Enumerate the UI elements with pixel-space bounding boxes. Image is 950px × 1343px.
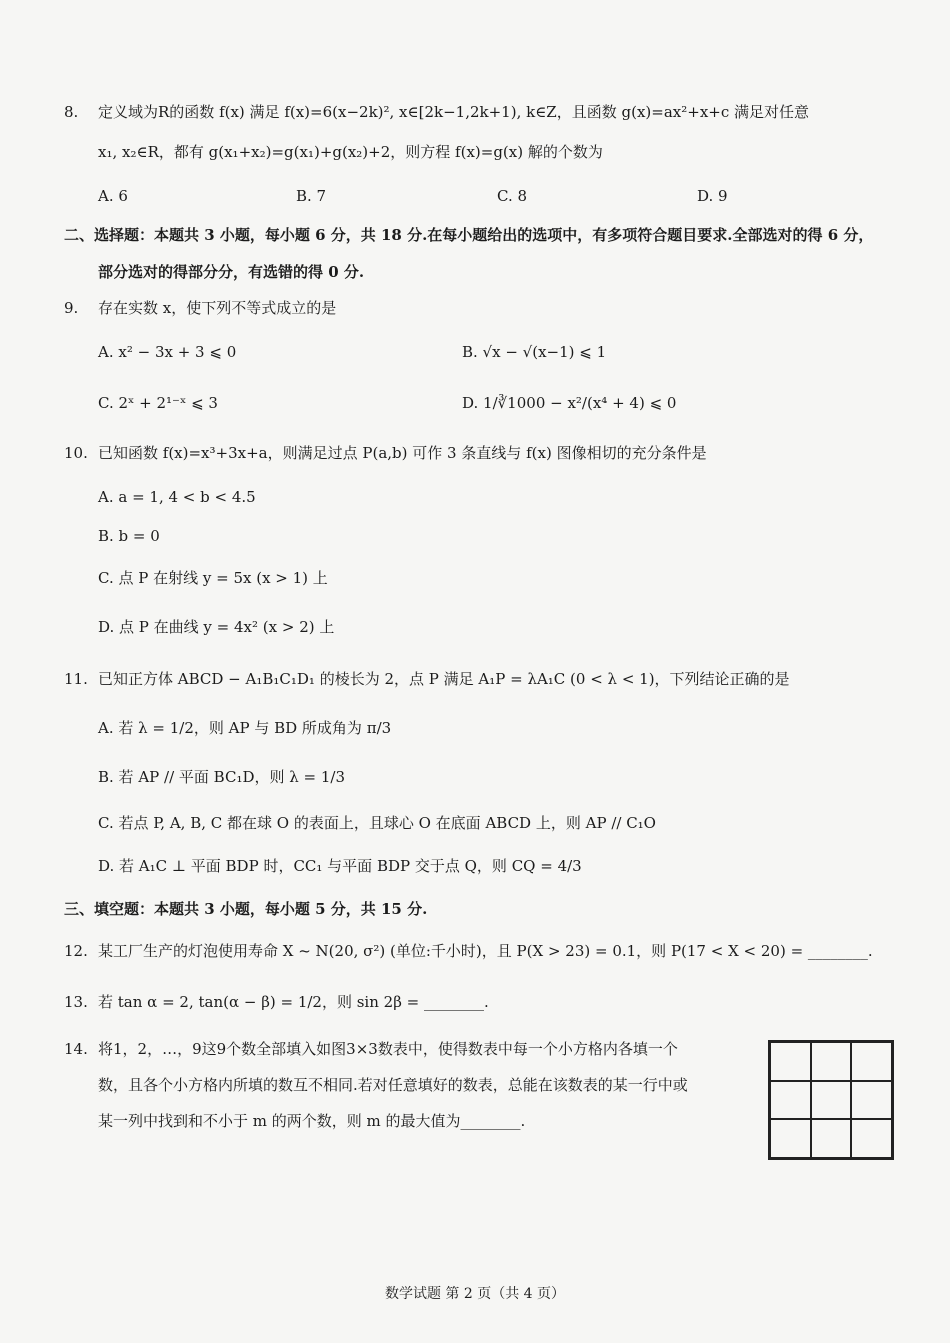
grid-cell <box>851 1119 892 1158</box>
q8-number: 8. <box>64 103 79 121</box>
grid-cell <box>811 1081 852 1120</box>
q13-number: 13. <box>64 993 88 1011</box>
q11-option-b: B. 若 AP // 平面 BC₁D，则 λ = 1/3 <box>98 768 346 786</box>
q11-number: 11. <box>64 670 88 688</box>
q14-number: 14. <box>64 1040 88 1058</box>
q11-stem: 已知正方体 ABCD − A₁B₁C₁D₁ 的棱长为 2，点 P 满足 A₁P = λA₁C (0 < λ < 1)，下列结论正确的是 <box>98 670 790 688</box>
q14-line2: 数，且各个小方格内所填的数互不相同.若对任意填好的数表，总能在该数表的某一行中或 <box>98 1076 688 1094</box>
q11-option-c: C. 若点 P, A, B, C 都在球 O 的表面上，且球心 O 在底面 ABCD 上，则 AP // C₁O <box>98 814 656 832</box>
q11-option-a: A. 若 λ = 1/2，则 AP 与 BD 所成角为 π/3 <box>98 719 392 737</box>
q8-line1: 定义域为R的函数 f(x) 满足 f(x)=6(x−2k)², x∈[2k−1,2k+1), k∈Z，且函数 g(x)=ax²+x+c 满足对任意 <box>98 103 810 121</box>
q8-line2: x₁, x₂∈R，都有 g(x₁+x₂)=g(x₁)+g(x₂)+2，则方程 f(x)=g(x) 解的个数为 <box>98 143 603 161</box>
q14-line3: 某一列中找到和不小于 m 的两个数，则 m 的最大值为________. <box>98 1112 526 1130</box>
q14-line1: 将1，2，…，9这9个数全部填入如图3×3数表中，使得数表中每一个小方格内各填一个 <box>98 1040 678 1058</box>
q10-stem: 已知函数 f(x)=x³+3x+a，则满足过点 P(a,b) 可作 3 条直线与 f(x) 图像相切的充分条件是 <box>98 444 707 462</box>
q9-option-c: C. 2ˣ + 2¹⁻ˣ ⩽ 3 <box>98 394 218 412</box>
grid-cell <box>770 1081 811 1120</box>
q9-option-d: D. 1/∛1000 − x²/(x⁴ + 4) ⩽ 0 <box>462 394 677 412</box>
q9-stem: 存在实数 x，使下列不等式成立的是 <box>98 299 337 317</box>
q8-option-b: B. 7 <box>296 187 327 205</box>
section2-heading-line2: 部分选对的得部分分，有选错的得 0 分. <box>98 263 365 281</box>
grid-cell <box>770 1042 811 1081</box>
q12-text: 某工厂生产的灯泡使用寿命 X ~ N(20, σ²) (单位:千小时)，且 P(X > 23) = 0.1，则 P(17 < X < 20) = ________. <box>98 942 873 960</box>
q8-option-d: D. 9 <box>697 187 728 205</box>
q9-option-a: A. x² − 3x + 3 ⩽ 0 <box>98 343 237 361</box>
page-footer: 数学试题 第 2 页（共 4 页） <box>384 1286 566 1302</box>
q10-option-c: C. 点 P 在射线 y = 5x (x > 1) 上 <box>98 569 328 587</box>
q13-text: 若 tan α = 2, tan(α − β) = 1/2，则 sin 2β = ________. <box>98 993 489 1011</box>
grid-cell <box>811 1042 852 1081</box>
q10-option-d: D. 点 P 在曲线 y = 4x² (x > 2) 上 <box>98 618 335 636</box>
grid-cell <box>811 1119 852 1158</box>
q11-option-d: D. 若 A₁C ⊥ 平面 BDP 时，CC₁ 与平面 BDP 交于点 Q，则 CQ = 4/3 <box>98 857 582 875</box>
q10-number: 10. <box>64 444 88 462</box>
q10-option-a: A. a = 1, 4 < b < 4.5 <box>98 488 256 506</box>
q10-option-b: B. b = 0 <box>98 527 160 545</box>
q8-option-c: C. 8 <box>497 187 528 205</box>
number-grid-3x3 <box>768 1040 894 1160</box>
q8-option-a: A. 6 <box>98 187 128 205</box>
q9-number: 9. <box>64 299 79 317</box>
q12-number: 12. <box>64 942 88 960</box>
grid-cell <box>851 1042 892 1081</box>
section3-heading: 三、填空题：本题共 3 小题，每小题 5 分，共 15 分. <box>64 900 428 918</box>
q9-option-b: B. √x − √(x−1) ⩽ 1 <box>462 343 607 361</box>
grid-cell <box>770 1119 811 1158</box>
grid-cell <box>851 1081 892 1120</box>
section2-heading-line1: 二、选择题：本题共 3 小题，每小题 6 分，共 18 分.在每小题给出的选项中，有多项符合题目要求.全部选对的得 6 分， <box>64 226 874 244</box>
